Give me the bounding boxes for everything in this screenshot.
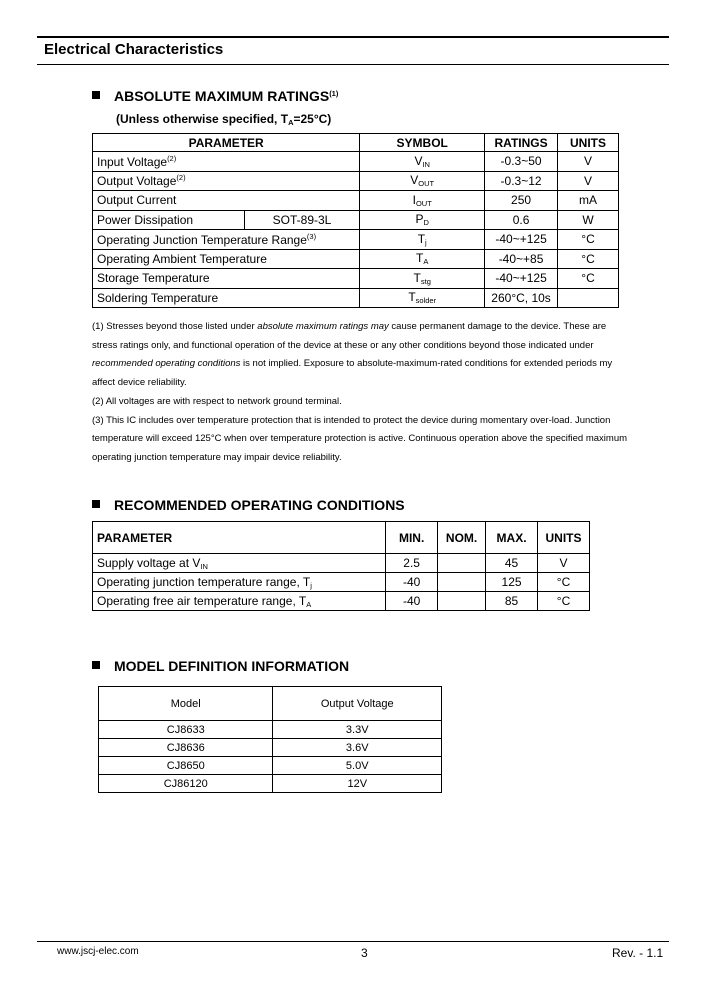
table-row: [93, 249, 619, 269]
min-cell: -40: [386, 592, 438, 611]
rating-cell: -40~+85: [485, 249, 558, 269]
condition-sub: A: [288, 118, 294, 127]
table-row: [93, 171, 619, 191]
roc-heading-text: RECOMMENDED OPERATING CONDITIONS: [114, 497, 405, 513]
param-cell: Storage Temperature: [93, 269, 360, 289]
col-header: NOM.: [438, 522, 486, 554]
footnote-2: (2) All voltages are with respect to network ground terminal.: [92, 395, 342, 407]
roc-heading: [92, 497, 405, 513]
unit-cell: °C: [538, 592, 590, 611]
abs-max-heading: [92, 88, 338, 104]
param-cell: Operating Ambient Temperature: [93, 249, 360, 269]
condition-text: (Unless otherwise specified, T: [116, 112, 289, 126]
page-title: Electrical Characteristics: [44, 41, 224, 58]
col-header: Output Voltage: [273, 687, 442, 721]
col-header: UNITS: [538, 522, 590, 554]
unit-cell: [558, 288, 619, 308]
param-cell: Operating junction temperature range, $T_j$: [93, 573, 386, 592]
rating-cell: 0.6: [485, 210, 558, 230]
table-row: [93, 592, 590, 611]
condition-text-end: =25°C): [293, 112, 332, 126]
table-row: [93, 210, 619, 230]
col-header: PARAMETER: [93, 522, 386, 554]
nom-cell: [438, 592, 486, 611]
max-cell: 85: [486, 592, 538, 611]
header-rule-top: [37, 36, 669, 38]
square-bullet-icon: [92, 661, 100, 669]
table-row: [99, 775, 442, 793]
footnote-1: (1) Stresses beyond those listed under absolute maximum ratings may cause permanent damage to the device. These are stress ratings only, and functional operation of the device at these or any other conditions beyond those indicated under recommended operating conditions is not implied. Exposure to absolute-maximum-rated conditions for extended periods my affect device reliability.: [92, 321, 613, 389]
param-cell: Input Voltage$^{(2)}$: [93, 152, 360, 172]
page-number: 3: [361, 946, 368, 960]
unit-cell: mA: [558, 191, 619, 211]
max-cell: 45: [486, 554, 538, 573]
footer-rule: [37, 941, 669, 942]
param-cell: Soldering Temperature: [93, 288, 360, 308]
param-cell: Operating free air temperature range, $T_A$: [93, 592, 386, 611]
nom-cell: [438, 573, 486, 592]
table-row: [99, 739, 442, 757]
col-header: SYMBOL: [360, 134, 485, 152]
param-cell: Output Current: [93, 191, 360, 211]
col-header: RATINGS: [485, 134, 558, 152]
header-rule-bottom: [37, 64, 669, 65]
symbol-cell: $T_A$: [360, 249, 485, 269]
unit-cell: °C: [538, 573, 590, 592]
nom-cell: [438, 554, 486, 573]
voltage-cell: 3.3V: [273, 721, 442, 739]
voltage-cell: 12V: [273, 775, 442, 793]
table-row: [93, 269, 619, 289]
table-row: [93, 554, 590, 573]
models-heading-text: MODEL DEFINITION INFORMATION: [114, 658, 350, 674]
symbol-cell: $V_{OUT}$: [360, 171, 485, 191]
table-header-row: [99, 687, 442, 721]
symbol-cell: $T_{stg}$: [360, 269, 485, 289]
model-cell: CJ8633: [99, 721, 273, 739]
revision: Rev. - 1.1: [612, 946, 664, 960]
table-row: [99, 757, 442, 775]
param-cell: Output Voltage$^{(2)}$: [93, 171, 360, 191]
rating-cell: -0.3~12: [485, 171, 558, 191]
abs-max-heading-text: ABSOLUTE MAXIMUM RATINGS: [114, 88, 330, 104]
voltage-cell: 3.6V: [273, 739, 442, 757]
col-header: UNITS: [558, 134, 619, 152]
rating-cell: -0.3~50: [485, 152, 558, 172]
table-header-row: [93, 522, 590, 554]
table-row: [93, 191, 619, 211]
voltage-cell: 5.0V: [273, 757, 442, 775]
table-row: [93, 230, 619, 250]
models-heading: [92, 658, 349, 674]
symbol-cell: $P_D$: [360, 210, 485, 230]
abs-max-condition: [116, 112, 331, 127]
unit-cell: V: [558, 171, 619, 191]
rating-cell: 250: [485, 191, 558, 211]
symbol-cell: $T_{solder}$: [360, 288, 485, 308]
model-cell: CJ8636: [99, 739, 273, 757]
footnote-ref: (1): [329, 89, 339, 98]
param-cell: Supply voltage at $V_{IN}$: [93, 554, 386, 573]
param-cell: Operating Junction Temperature Range$^{(3)}$: [93, 230, 360, 250]
col-header: MIN.: [386, 522, 438, 554]
unit-cell: V: [538, 554, 590, 573]
model-cell: CJ8650: [99, 757, 273, 775]
rating-cell: 260°C, 10s: [485, 288, 558, 308]
rating-cell: -40~+125: [485, 269, 558, 289]
unit-cell: W: [558, 210, 619, 230]
table-row: [93, 152, 619, 172]
square-bullet-icon: [92, 91, 100, 99]
symbol-cell: $I_{OUT}$: [360, 191, 485, 211]
package-cell: SOT-89-3L: [244, 210, 360, 230]
symbol-cell: $T_j$: [360, 230, 485, 250]
unit-cell: °C: [558, 249, 619, 269]
unit-cell: V: [558, 152, 619, 172]
max-cell: 125: [486, 573, 538, 592]
table-row: [99, 721, 442, 739]
rating-cell: -40~+125: [485, 230, 558, 250]
col-header: MAX.: [486, 522, 538, 554]
square-bullet-icon: [92, 500, 100, 508]
footnotes: [92, 318, 632, 468]
unit-cell: °C: [558, 269, 619, 289]
col-header: Model: [99, 687, 273, 721]
min-cell: 2.5: [386, 554, 438, 573]
footer-website: www.jscj-elec.com: [57, 946, 139, 957]
abs-max-table: [92, 133, 619, 308]
table-header-row: [93, 134, 619, 152]
models-table: [98, 686, 442, 793]
min-cell: -40: [386, 573, 438, 592]
unit-cell: °C: [558, 230, 619, 250]
col-header: PARAMETER: [93, 134, 360, 152]
table-row: [93, 288, 619, 308]
roc-table: [92, 521, 590, 611]
table-row: [93, 573, 590, 592]
param-cell: Power Dissipation: [93, 210, 245, 230]
symbol-cell: $V_{IN}$: [360, 152, 485, 172]
footnote-3: (3) This IC includes over temperature protection that is intended to protect the device during momentary over-load. Junction temperature will exceed 125°C when over temperature protection is active. Continuous operation above the specified maximum operating junction temperature may impair device reliability.: [92, 414, 628, 463]
model-cell: CJ86120: [99, 775, 273, 793]
